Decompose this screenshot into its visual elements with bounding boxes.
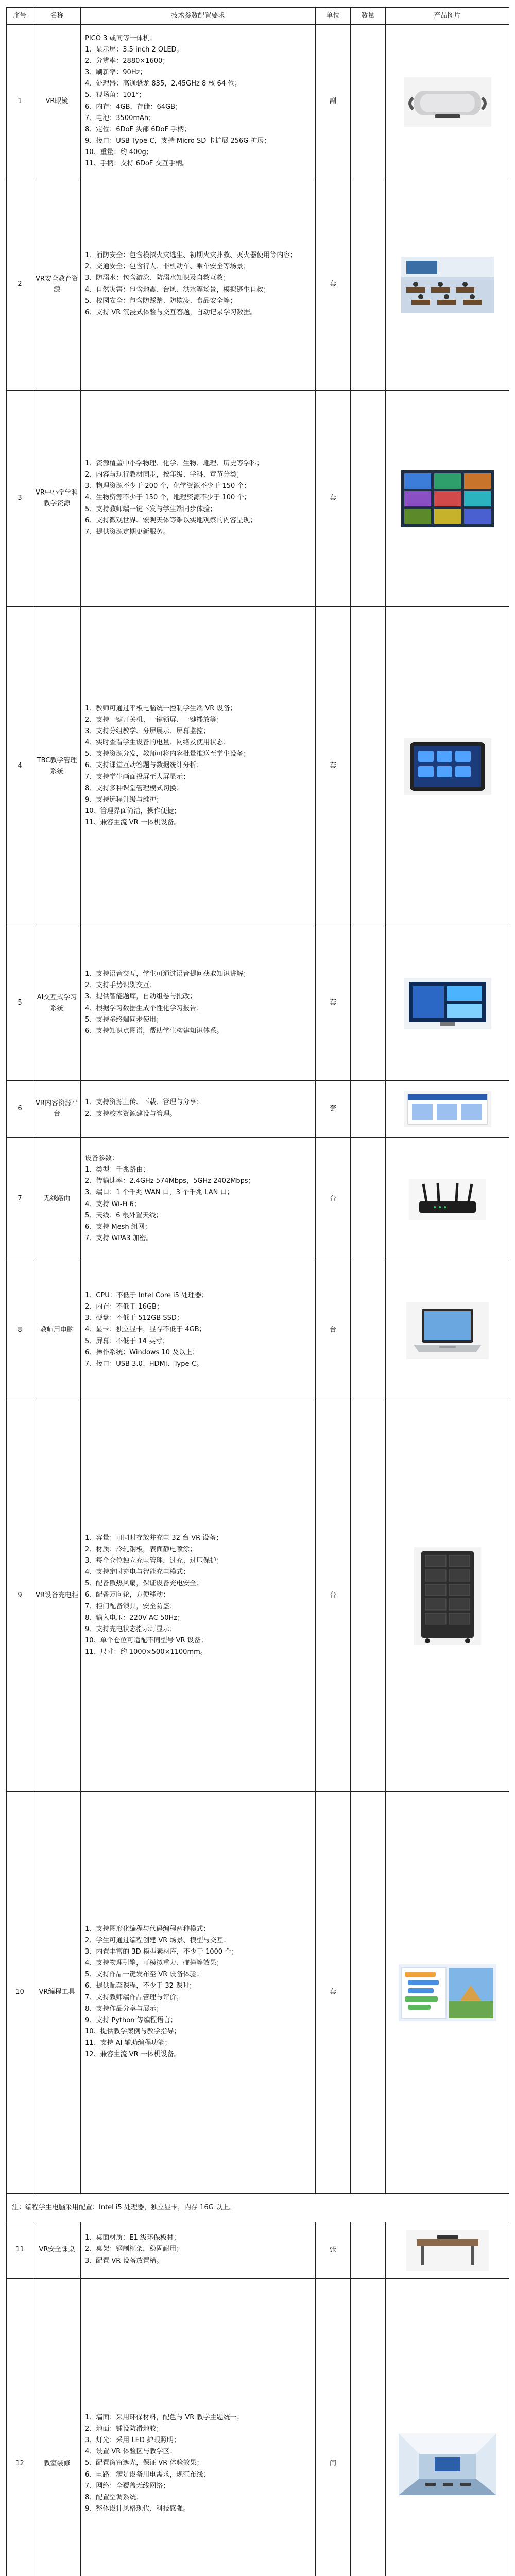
screen-ui-picture <box>404 978 491 1029</box>
param-line: 8、输入电压：220V AC 50Hz； <box>85 1614 184 1622</box>
param-line: 1、支持资源上传、下载、管理与分享； <box>85 1098 203 1107</box>
param-line: 3、提供智能题库，自动组卷与批改； <box>85 993 197 1001</box>
row-number: 9 <box>7 1400 33 1792</box>
param-line: 5、支持作品一键发布至 VR 设备体验； <box>85 1971 203 1979</box>
param-line: 9、接口：USB Type-C，支持 Micro SD 卡扩展 256G 扩展； <box>85 137 271 145</box>
table-row <box>7 2279 509 2576</box>
item-name: VR安全课桌 <box>33 2222 81 2279</box>
param-line: 11、兼容主流 VR 一体机设备。 <box>85 819 181 827</box>
item-params <box>81 1081 316 1138</box>
param-line: 4、支持物理引擎，可模拟重力、碰撞等效果； <box>85 1959 224 1968</box>
param-line: 2、内存：不低于 16GB； <box>85 1303 163 1311</box>
item-params <box>81 391 316 607</box>
subject-grid-picture <box>401 470 494 527</box>
param-line: 3、硬盘：不低于 512GB SSD； <box>85 1314 183 1323</box>
param-line: 6、支持 Mesh 组网； <box>85 1223 151 1231</box>
item-quantity <box>351 25 386 179</box>
param-line: 5、校园安全：包含防踩踏、防欺凌、食品安全等； <box>85 297 237 305</box>
param-line: 7、提供资源定期更新服务。 <box>85 528 170 536</box>
vr-headset-picture <box>404 77 491 127</box>
row-number: 7 <box>7 1138 33 1261</box>
param-line: 10、单个仓位可适配不同型号 VR 设备； <box>85 1636 208 1645</box>
table-row <box>7 1792 509 2194</box>
item-params <box>81 607 316 926</box>
param-line: 6、内存：4GB，存储：64GB； <box>85 103 182 111</box>
param-line: 5、支持资源分发，教师可将内容批量推送至学生设备； <box>85 750 250 758</box>
item-image-cell <box>386 179 509 391</box>
item-image-cell <box>386 2279 509 2576</box>
row-number: 12 <box>7 2279 33 2576</box>
note-text: 注：编程学生电脑采用配置：Intel i5 处理器，独立显卡，内存 16G 以上。 <box>7 2194 509 2222</box>
item-quantity <box>351 1138 386 1261</box>
param-line: 5、视场角：101°； <box>85 91 146 99</box>
table-row <box>7 926 509 1081</box>
item-unit: 间 <box>316 2279 351 2576</box>
param-line: 5、配置窗帘遮光，保证 VR 体验效果； <box>85 2459 203 2467</box>
item-image-cell <box>386 1138 509 1261</box>
param-line: 4、处理器：高通骁龙 835，2.45GHz 8 核 64 位； <box>85 80 242 88</box>
table-header-row <box>7 8 509 25</box>
param-line: 7、支持 WPA3 加密。 <box>85 1234 153 1242</box>
item-quantity <box>351 1261 386 1400</box>
item-name: 教室装修 <box>33 2279 81 2576</box>
header-unit: 单位 <box>316 8 351 25</box>
item-params <box>81 179 316 391</box>
param-line: 1、容量：可同时存放并充电 32 台 VR 设备； <box>85 1534 223 1542</box>
item-image-cell <box>386 1792 509 2194</box>
item-params <box>81 1400 316 1792</box>
header-image: 产品图片 <box>386 8 509 25</box>
param-line: 3、物理资源不少于 200 个，化学资源不少于 150 个； <box>85 482 251 490</box>
header-qty: 数量 <box>351 8 386 25</box>
item-image-cell <box>386 1400 509 1792</box>
table-row <box>7 1081 509 1138</box>
product-image-subject-grid <box>401 470 494 527</box>
param-line: 4、支持定时充电与智能充电模式； <box>85 1568 190 1577</box>
item-unit: 套 <box>316 1081 351 1138</box>
row-number: 6 <box>7 1081 33 1138</box>
product-image-desk <box>406 2230 489 2271</box>
item-name: VR设备充电柜 <box>33 1400 81 1792</box>
param-line: 3、每个仓位独立充电管理，过充、过压保护； <box>85 1557 224 1565</box>
param-line: 9、支持 Python 等编程语言； <box>85 2016 177 2024</box>
table-row <box>7 2222 509 2279</box>
param-line: 1、墙面：采用环保材料，配色与 VR 教学主题统一； <box>85 2413 244 2421</box>
product-image-screen-ui <box>404 978 491 1029</box>
product-image-classroom <box>401 257 494 313</box>
param-line: 7、电池：3500mAh； <box>85 114 156 122</box>
header-no: 序号 <box>7 8 33 25</box>
item-unit: 套 <box>316 391 351 607</box>
product-image-cabinet <box>414 1547 481 1645</box>
param-line: 1、类型：千兆路由； <box>85 1166 150 1174</box>
param-line: 11、手柄：支持 6DoF 交互手柄。 <box>85 160 189 168</box>
param-line: 5、支持教师端一键下发与学生端同步体验； <box>85 505 217 513</box>
param-line: 10、重量：约 400g； <box>85 148 153 157</box>
param-line: 6、操作系统：Windows 10 及以上； <box>85 1348 199 1357</box>
coding-ui-picture <box>399 1964 496 2021</box>
param-line: 7、支持教师端作品管理与评价； <box>85 1993 183 2002</box>
item-name: VR编程工具 <box>33 1792 81 2194</box>
item-name: TBC教学管理系统 <box>33 607 81 926</box>
item-params <box>81 1261 316 1400</box>
item-name: 教师用电脑 <box>33 1261 81 1400</box>
item-unit: 副 <box>316 25 351 179</box>
param-line: 2、材质：冷轧钢板，表面静电喷涂； <box>85 1545 197 1553</box>
param-line: 6、支持知识点图谱，帮助学生构建知识体系。 <box>85 1027 224 1035</box>
param-line: 2、支持校本资源建设与管理。 <box>85 1110 177 1118</box>
param-line: 1、桌面材质：E1 级环保板材； <box>85 2234 180 2242</box>
param-line: 2、支持手势识别交互； <box>85 981 157 990</box>
param-line: 4、自然灾害：包含地震、台风、洪水等场景，模拟逃生自救； <box>85 285 270 294</box>
product-image-vr-headset <box>404 77 491 127</box>
param-line: 2、桌架：钢制框架，稳固耐用； <box>85 2245 183 2253</box>
item-name: VR眼镜 <box>33 25 81 179</box>
note-row <box>7 2194 509 2222</box>
product-image-laptop <box>406 1302 489 1359</box>
row-number: 10 <box>7 1792 33 2194</box>
table-row <box>7 179 509 391</box>
item-params <box>81 2279 316 2576</box>
product-image-router <box>409 1179 486 1220</box>
param-line: 4、生物资源不少于 150 个，地理资源不少于 100 个； <box>85 494 251 502</box>
item-name: VR内容资源平台 <box>33 1081 81 1138</box>
param-line: 2、传输速率：2.4GHz 574Mbps，5GHz 2402Mbps； <box>85 1177 255 1185</box>
item-image-cell <box>386 2222 509 2279</box>
param-line: 11、尺寸：约 1000×500×1100mm。 <box>85 1648 207 1656</box>
param-line: 9、支持充电状态指示灯显示； <box>85 1625 177 1633</box>
param-line: 9、整体设计风格现代、科技感强。 <box>85 2504 190 2513</box>
item-quantity <box>351 1400 386 1792</box>
item-image-cell <box>386 1081 509 1138</box>
table-row <box>7 1261 509 1400</box>
item-params <box>81 25 316 179</box>
param-line: 8、支持多种课堂管理模式切换； <box>85 784 183 792</box>
param-line: 3、端口：1 个千兆 WAN 口，3 个千兆 LAN 口； <box>85 1189 234 1197</box>
item-unit: 套 <box>316 926 351 1081</box>
classroom-picture <box>401 257 494 313</box>
item-name: AI交互式学习系统 <box>33 926 81 1081</box>
param-line: 1、消防安全：包含模拟火灾逃生、初期火灾扑救、灭火器使用等内容； <box>85 251 297 260</box>
item-unit: 台 <box>316 1400 351 1792</box>
row-number: 1 <box>7 25 33 179</box>
param-line: 3、刷新率：90Hz； <box>85 69 147 77</box>
param-line: 1、显示屏：3.5 inch 2 OLED； <box>85 45 183 54</box>
item-unit: 套 <box>316 179 351 391</box>
param-line: 5、屏幕：不低于 14 英寸； <box>85 1337 169 1345</box>
param-line: 6、电路：满足设备用电需求，规范布线； <box>85 2470 210 2479</box>
param-line: 6、配备万向轮，方便移动； <box>85 1591 170 1599</box>
table-row <box>7 25 509 179</box>
tablet-ui-picture <box>404 738 491 795</box>
param-line: 设备参数： <box>85 1154 119 1162</box>
item-name: VR安全教育资源 <box>33 179 81 391</box>
param-line: 6、支持微观世界、宏观天体等难以实地观察的内容呈现； <box>85 516 257 524</box>
param-line: 10、提供教学案例与教学指导； <box>85 2027 181 2036</box>
item-params <box>81 2222 316 2279</box>
item-quantity <box>351 926 386 1081</box>
item-params <box>81 926 316 1081</box>
spec-table <box>6 7 509 2576</box>
item-quantity <box>351 2222 386 2279</box>
param-line: 6、提供配套课程，不少于 32 课时； <box>85 1982 196 1990</box>
param-line: 3、内置丰富的 3D 模型素材库，不少于 1000 个； <box>85 1947 238 1956</box>
row-number: 8 <box>7 1261 33 1400</box>
router-picture <box>409 1179 486 1220</box>
param-line: 7、网络：全覆盖无线网络； <box>85 2482 170 2490</box>
param-line: 4、支持 Wi-Fi 6； <box>85 1200 141 1208</box>
param-line: 1、CPU：不低于 Intel Core i5 处理器； <box>85 1292 208 1299</box>
param-line: 6、支持 VR 沉浸式体验与交互答题，自动记录学习数据。 <box>85 308 257 316</box>
product-image-platform-ui <box>404 1091 491 1127</box>
desk-picture <box>406 2230 489 2271</box>
param-line: 7、支持学生画面投屏至大屏显示； <box>85 773 190 781</box>
item-image-cell <box>386 926 509 1081</box>
item-unit: 台 <box>316 1261 351 1400</box>
param-line: 1、教师可通过平板电脑统一控制学生端 VR 设备； <box>85 704 237 713</box>
param-line: 8、配置空调系统； <box>85 2493 143 2501</box>
row-number: 4 <box>7 607 33 926</box>
item-params <box>81 1792 316 2194</box>
product-image-room <box>399 2433 496 2495</box>
item-quantity <box>351 179 386 391</box>
row-number: 5 <box>7 926 33 1081</box>
param-line: 2、支持一键开关机、一键锁屏、一键播放等； <box>85 716 224 724</box>
param-line: 1、支持图形化编程与代码编程两种模式； <box>85 1925 210 1933</box>
param-line: PICO 3 或同等一体机： <box>85 34 157 42</box>
item-unit: 台 <box>316 1138 351 1261</box>
param-line: 10、管理界面简洁，操作便捷； <box>85 807 181 815</box>
param-line: 5、天线：6 根外置天线； <box>85 1211 163 1219</box>
laptop-picture <box>406 1302 489 1359</box>
param-line: 4、根据学习数据生成个性化学习报告； <box>85 1004 203 1012</box>
item-image-cell <box>386 25 509 179</box>
param-line: 2、地面：铺设防滑地胶； <box>85 2425 163 2433</box>
param-line: 3、防溺水：包含游泳、防溺水知识及自救互救； <box>85 274 230 282</box>
row-number: 11 <box>7 2222 33 2279</box>
param-line: 2、分辨率：2880×1600； <box>85 57 169 65</box>
header-name: 名称 <box>33 8 81 25</box>
param-line: 7、接口：USB 3.0、HDMI、Type-C。 <box>85 1360 203 1368</box>
item-quantity <box>351 1081 386 1138</box>
row-number: 2 <box>7 179 33 391</box>
row-number: 3 <box>7 391 33 607</box>
item-name: VR中小学学科教学资源 <box>33 391 81 607</box>
table-row <box>7 1138 509 1261</box>
param-line: 1、资源覆盖中小学物理、化学、生物、地理、历史等学科； <box>85 460 264 467</box>
product-image-tablet-ui <box>404 738 491 795</box>
item-quantity <box>351 391 386 607</box>
param-line: 9、支持远程升级与维护； <box>85 795 163 804</box>
param-line: 2、交通安全：包含行人、非机动车、乘车安全等场景； <box>85 263 250 271</box>
room-picture <box>399 2433 496 2495</box>
cabinet-picture <box>414 1547 481 1645</box>
product-image-coding-ui <box>399 1964 496 2021</box>
param-line: 2、学生可通过编程创建 VR 场景、模型与交互； <box>85 1936 230 1944</box>
platform-ui-picture <box>404 1091 491 1127</box>
param-line: 3、配置 VR 设备放置槽。 <box>85 2257 163 2265</box>
param-line: 5、配备散热风扇，保证设备充电安全； <box>85 1580 203 1588</box>
param-line: 8、定位：6DoF 头部 6DoF 手柄； <box>85 125 191 133</box>
param-line: 12、兼容主流 VR 一体机设备。 <box>85 2050 181 2059</box>
param-line: 7、柜门配备锁具，安全防盗； <box>85 1602 177 1611</box>
item-unit: 张 <box>316 2222 351 2279</box>
header-params: 技术参数配置要求 <box>81 8 316 25</box>
param-line: 6、支持课堂互动答题与数据统计分析； <box>85 761 203 770</box>
param-line: 1、支持语音交互，学生可通过语音提问获取知识讲解； <box>85 970 250 978</box>
item-image-cell <box>386 391 509 607</box>
item-unit: 套 <box>316 1792 351 2194</box>
param-line: 4、设置 VR 体验区与教学区； <box>85 2448 177 2456</box>
param-line: 3、灯光：采用 LED 护眼照明； <box>85 2436 181 2445</box>
param-line: 4、实时查看学生设备的电量、网络及使用状态； <box>85 739 230 747</box>
item-image-cell <box>386 1261 509 1400</box>
item-quantity <box>351 2279 386 2576</box>
item-unit: 套 <box>316 607 351 926</box>
item-params <box>81 1138 316 1261</box>
param-line: 8、支持作品分享与展示； <box>85 2005 163 2013</box>
item-quantity <box>351 607 386 926</box>
item-image-cell <box>386 607 509 926</box>
param-line: 4、显卡：独立显卡，显存不低于 4GB； <box>85 1326 206 1334</box>
item-name: 无线路由 <box>33 1138 81 1261</box>
item-quantity <box>351 1792 386 2194</box>
param-line: 2、内容与现行教材同步，按年级、学科、章节分类； <box>85 471 244 479</box>
param-line: 11、支持 AI 辅助编程功能； <box>85 2039 171 2047</box>
table-row <box>7 391 509 607</box>
param-line: 5、支持多终端同步使用； <box>85 1015 163 1024</box>
param-line: 3、支持分组教学、分屏展示、屏幕监控； <box>85 727 210 735</box>
table-row <box>7 607 509 926</box>
table-row <box>7 1400 509 1792</box>
